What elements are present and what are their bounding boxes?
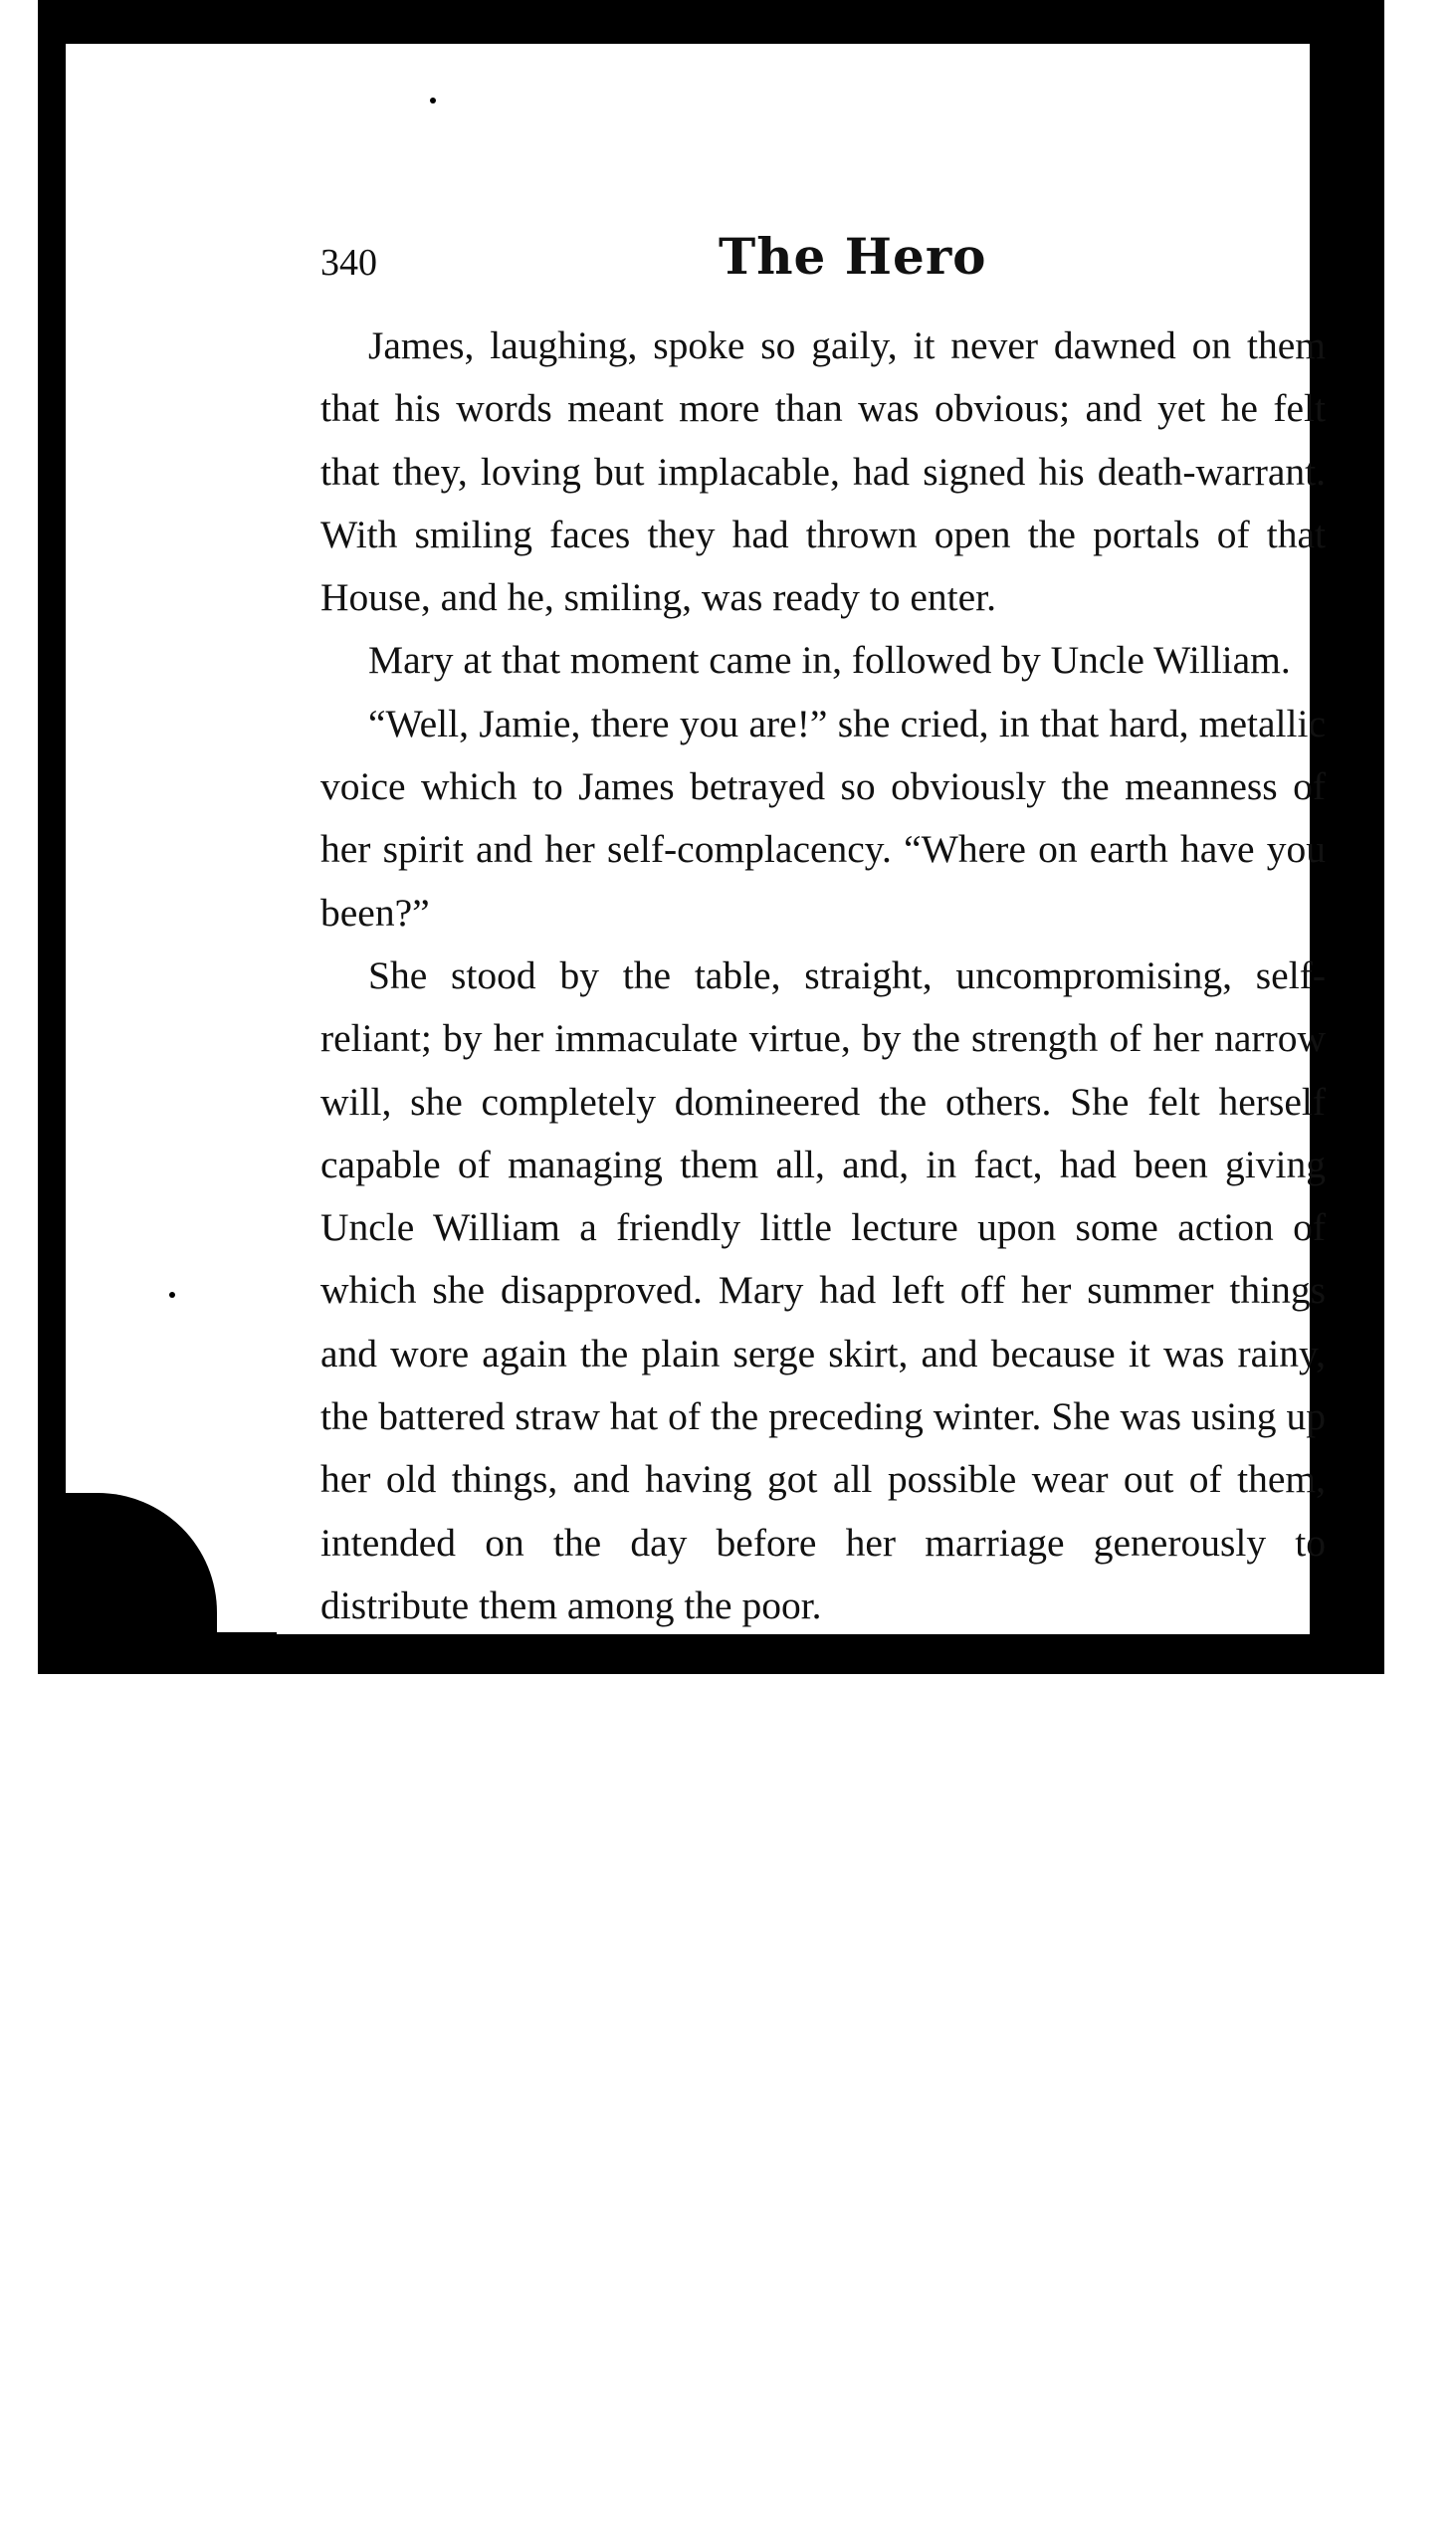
scan-artifact (1324, 647, 1383, 876)
paragraph: James, laughing, spoke so gaily, it never dawned on them that his words meant more than was obvious; and yet he felt that they, loving but implacable, had signed his death-warrant. With smiling faces they had thrown open the portals of that House, and he, smiling, was ready to enter. (320, 323, 1326, 620)
running-head (320, 227, 1336, 297)
scan-speck (430, 98, 436, 104)
scan-artifact (38, 1632, 277, 1674)
page-number: 340 (320, 242, 377, 284)
scan-artifact (1332, 353, 1383, 513)
book-title: The Hero (719, 227, 987, 286)
paragraph: “Well, Jamie, there you are!” she cried, in that hard, metallic voice which to James betrayed so obviously the meanness of her spirit and her self-complacency. “Where on earth have you been?” (320, 701, 1326, 935)
scan-artifact (1334, 1453, 1383, 1592)
scan-speck (169, 1292, 175, 1298)
body-text (320, 315, 1326, 1637)
paragraph: Mary at that moment came in, followed by Uncle William. (368, 638, 1291, 683)
paragraph: She stood by the table, straight, uncompromising, self-reliant; by her immaculate virtue, by the strength of her narrow will, she completely domineered the others. She felt herself capable of managing them all, and, in fact, had been giving Uncle William a friendly little lecture upon some action of which she disapproved. Mary had left off her summer things and wore again the plain serge skirt, and because it was rainy, the battered straw hat of the preceding winter. She was using up her old things, and having got all possible wear out of them, intended on the day before her marriage generously to distribute them among the poor. (320, 952, 1326, 1627)
